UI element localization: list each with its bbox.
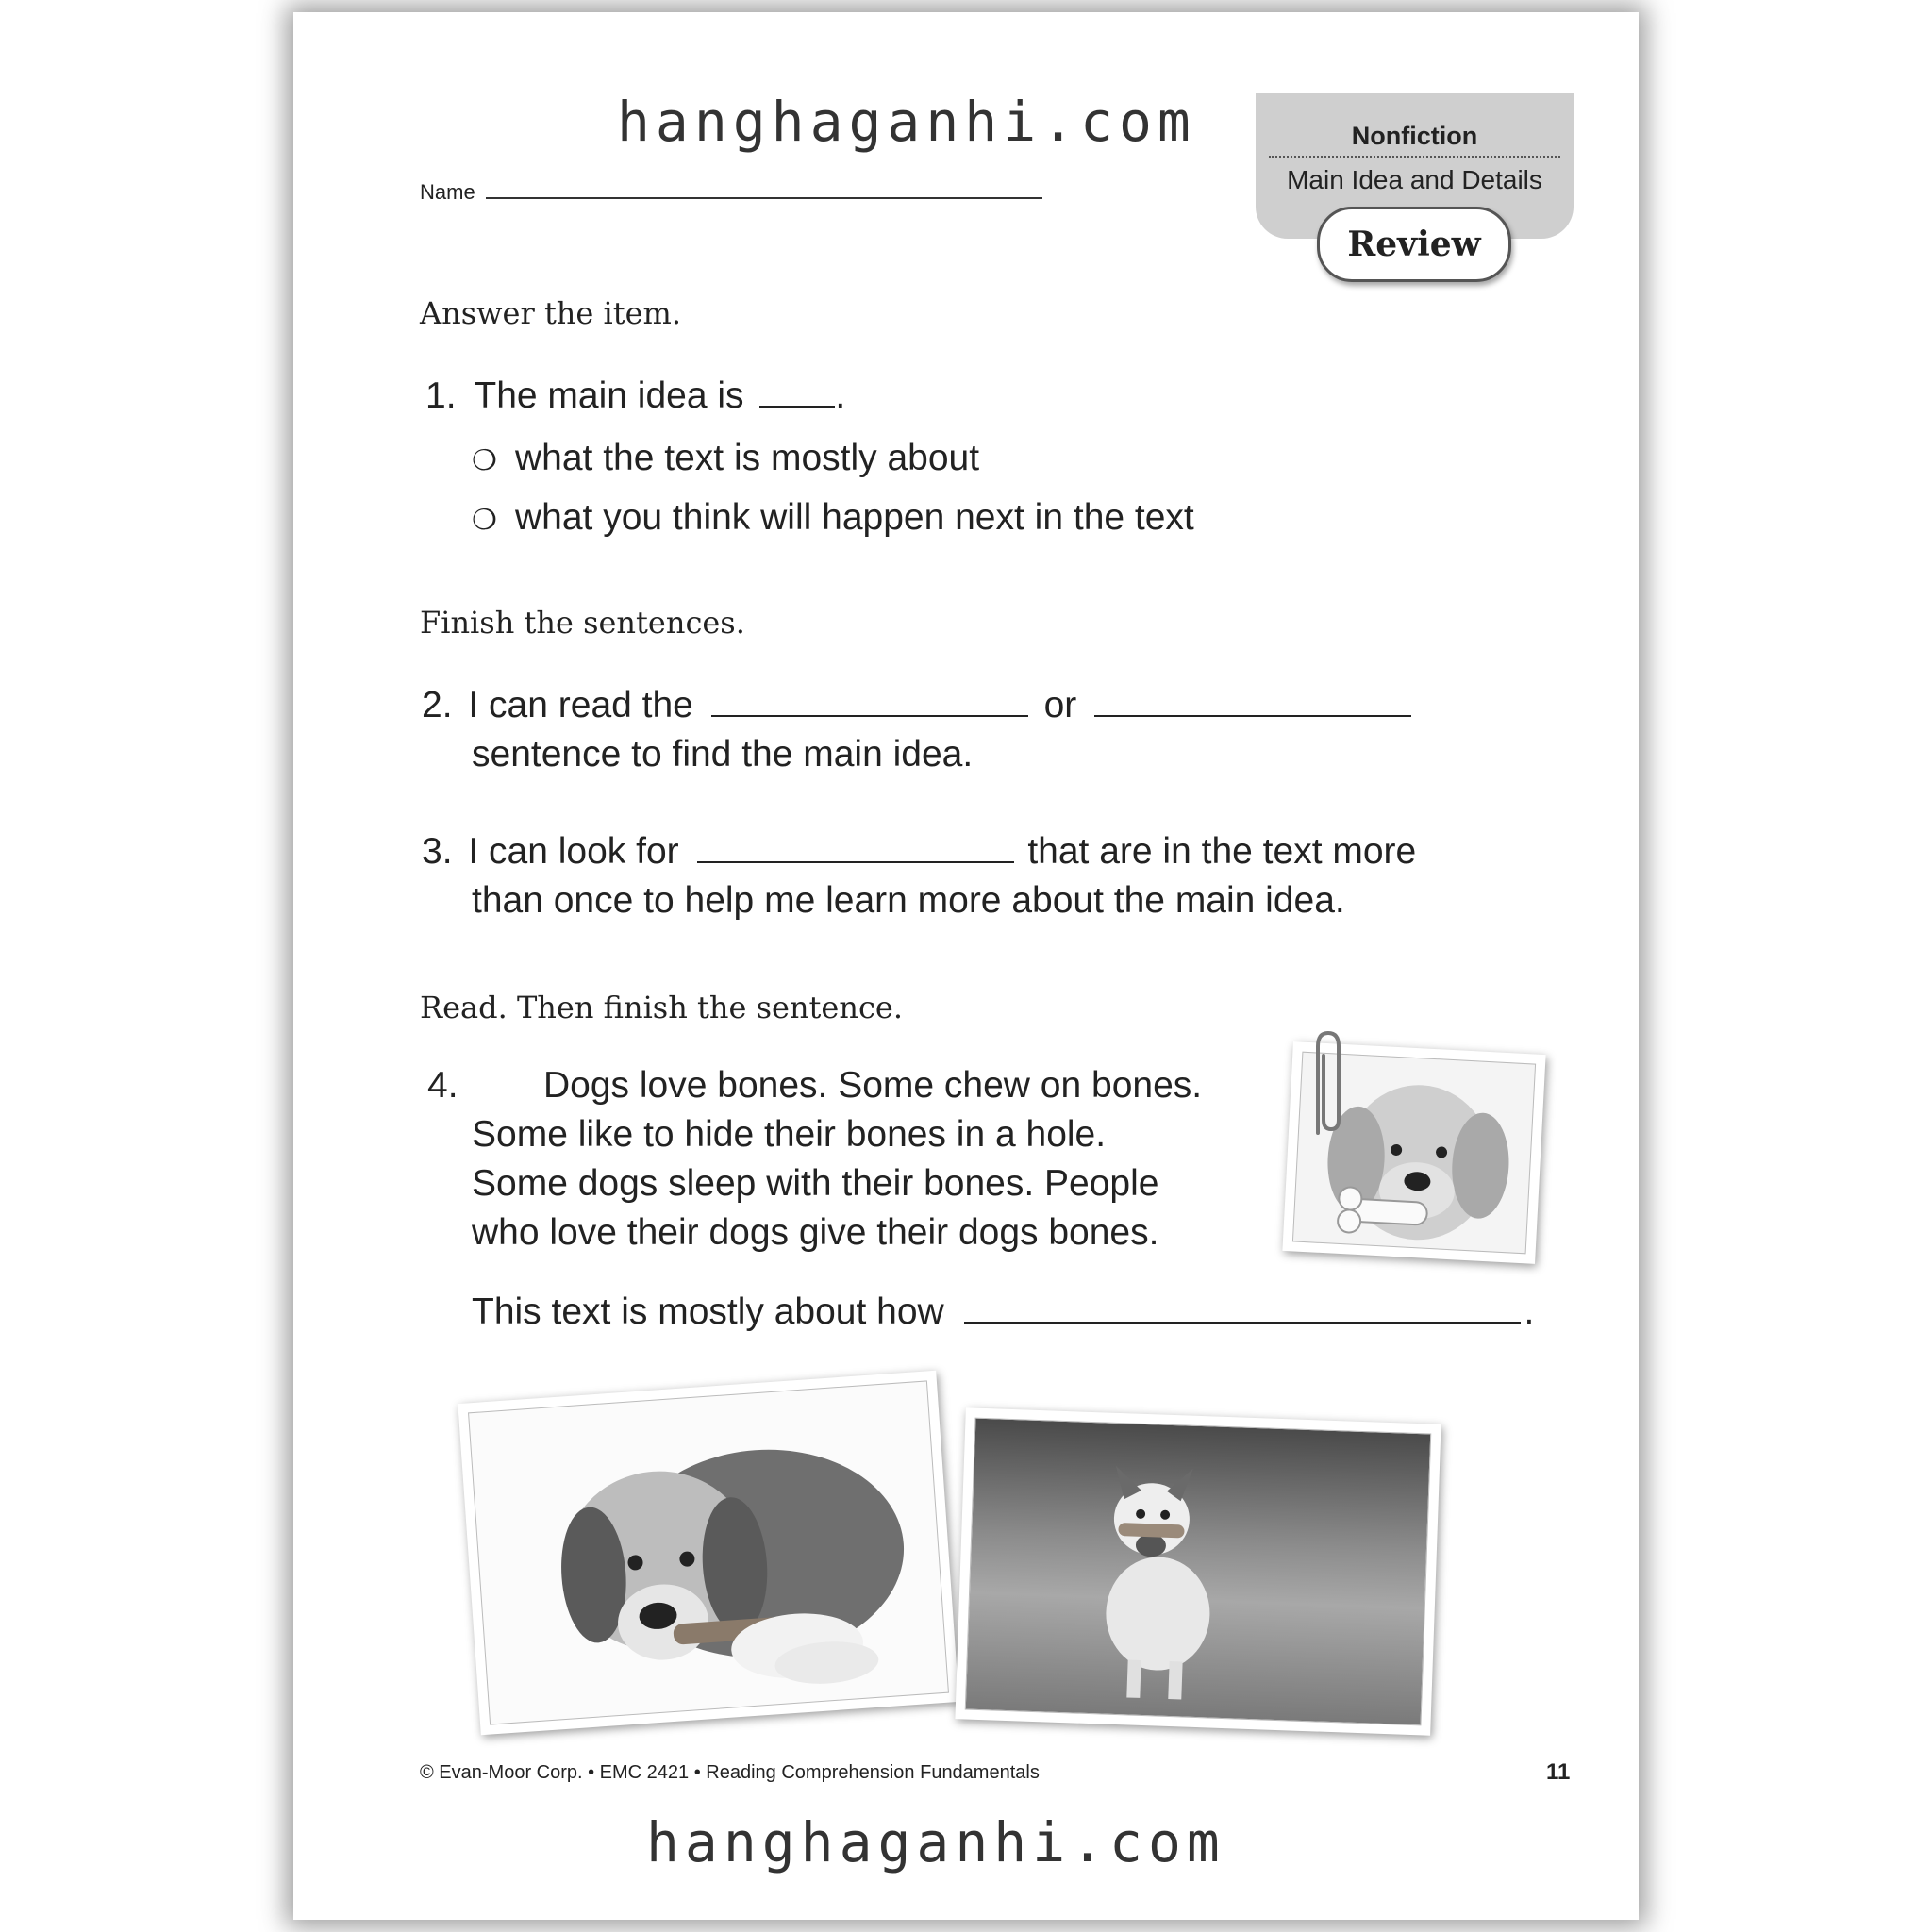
q4-passage-line4: who love their dogs give their dogs bones.: [472, 1212, 1159, 1253]
q4-prompt: [472, 1291, 1534, 1333]
question-2-line1: [422, 685, 1411, 726]
watermark-top: hanghaganhi.com: [617, 90, 1196, 154]
paperclip-icon: [1305, 1029, 1352, 1142]
q1-blank: [759, 405, 835, 408]
q2-blank-2[interactable]: [1094, 714, 1411, 717]
instruction-2: Finish the sentences.: [420, 605, 745, 641]
question-2-line2: sentence to find the main idea.: [472, 734, 974, 774]
name-label: Name: [420, 180, 475, 204]
q4-passage-line2: Some like to hide their bones in a hole.: [472, 1114, 1107, 1155]
beagle-illustration: [469, 1381, 948, 1724]
q3-blank[interactable]: [697, 860, 1014, 863]
name-line[interactable]: [486, 197, 1042, 199]
q2-or: or: [1043, 685, 1077, 725]
beagle-image: [468, 1380, 949, 1724]
q1-option-b[interactable]: [472, 497, 1194, 539]
q3-part1: I can look for: [468, 831, 679, 872]
q1-option-a-text: what the text is mostly about: [515, 438, 980, 478]
photo-terrier: [955, 1407, 1441, 1735]
footer-credit: © Evan-Moor Corp. • EMC 2421 • Reading Comprehension Fundamentals: [420, 1762, 1040, 1783]
q1-end: .: [835, 375, 846, 416]
q4-end: .: [1524, 1291, 1535, 1332]
terrier-image: [965, 1418, 1432, 1726]
photo-beagle: [458, 1371, 958, 1736]
worksheet-page: [293, 12, 1639, 1920]
q4-passage-line3: Some dogs sleep with their bones. People: [472, 1163, 1159, 1204]
terrier-illustration: [966, 1419, 1430, 1725]
q4-blank[interactable]: [964, 1321, 1521, 1324]
instruction-1: Answer the item.: [420, 295, 682, 331]
q1-stem: The main idea is: [474, 375, 744, 416]
q2-number: 2.: [422, 685, 453, 725]
q4-passage-line1: Dogs love bones. Some chew on bones.: [543, 1065, 1203, 1106]
instruction-3: Read. Then finish the sentence.: [420, 990, 903, 1025]
tab-divider: [1269, 156, 1560, 158]
question-1: [425, 375, 845, 417]
q1-option-b-text: what you think will happen next in the text: [515, 497, 1194, 538]
watermark-bottom: hanghaganhi.com: [646, 1810, 1225, 1874]
question-3-line2: than once to help me learn more about the main idea.: [472, 880, 1345, 921]
radio-bubble-icon[interactable]: ❍: [472, 445, 497, 476]
q3-part2: that are in the text more: [1027, 831, 1417, 872]
tab-category: Nonfiction: [1351, 122, 1478, 150]
q3-number: 3.: [422, 831, 453, 872]
q2-blank-1[interactable]: [711, 714, 1028, 717]
tab-subtitle: Main Idea and Details: [1287, 165, 1542, 194]
q4-number: 4.: [427, 1065, 458, 1106]
radio-bubble-icon[interactable]: ❍: [472, 505, 497, 536]
q4-prompt-text: This text is mostly about how: [472, 1291, 944, 1332]
q1-option-a[interactable]: [472, 438, 979, 479]
question-3-line1: [422, 831, 1416, 873]
review-badge: Review: [1317, 207, 1511, 282]
q2-part1: I can read the: [468, 685, 693, 725]
page-number: 11: [1546, 1759, 1571, 1785]
q1-number: 1.: [425, 375, 457, 416]
